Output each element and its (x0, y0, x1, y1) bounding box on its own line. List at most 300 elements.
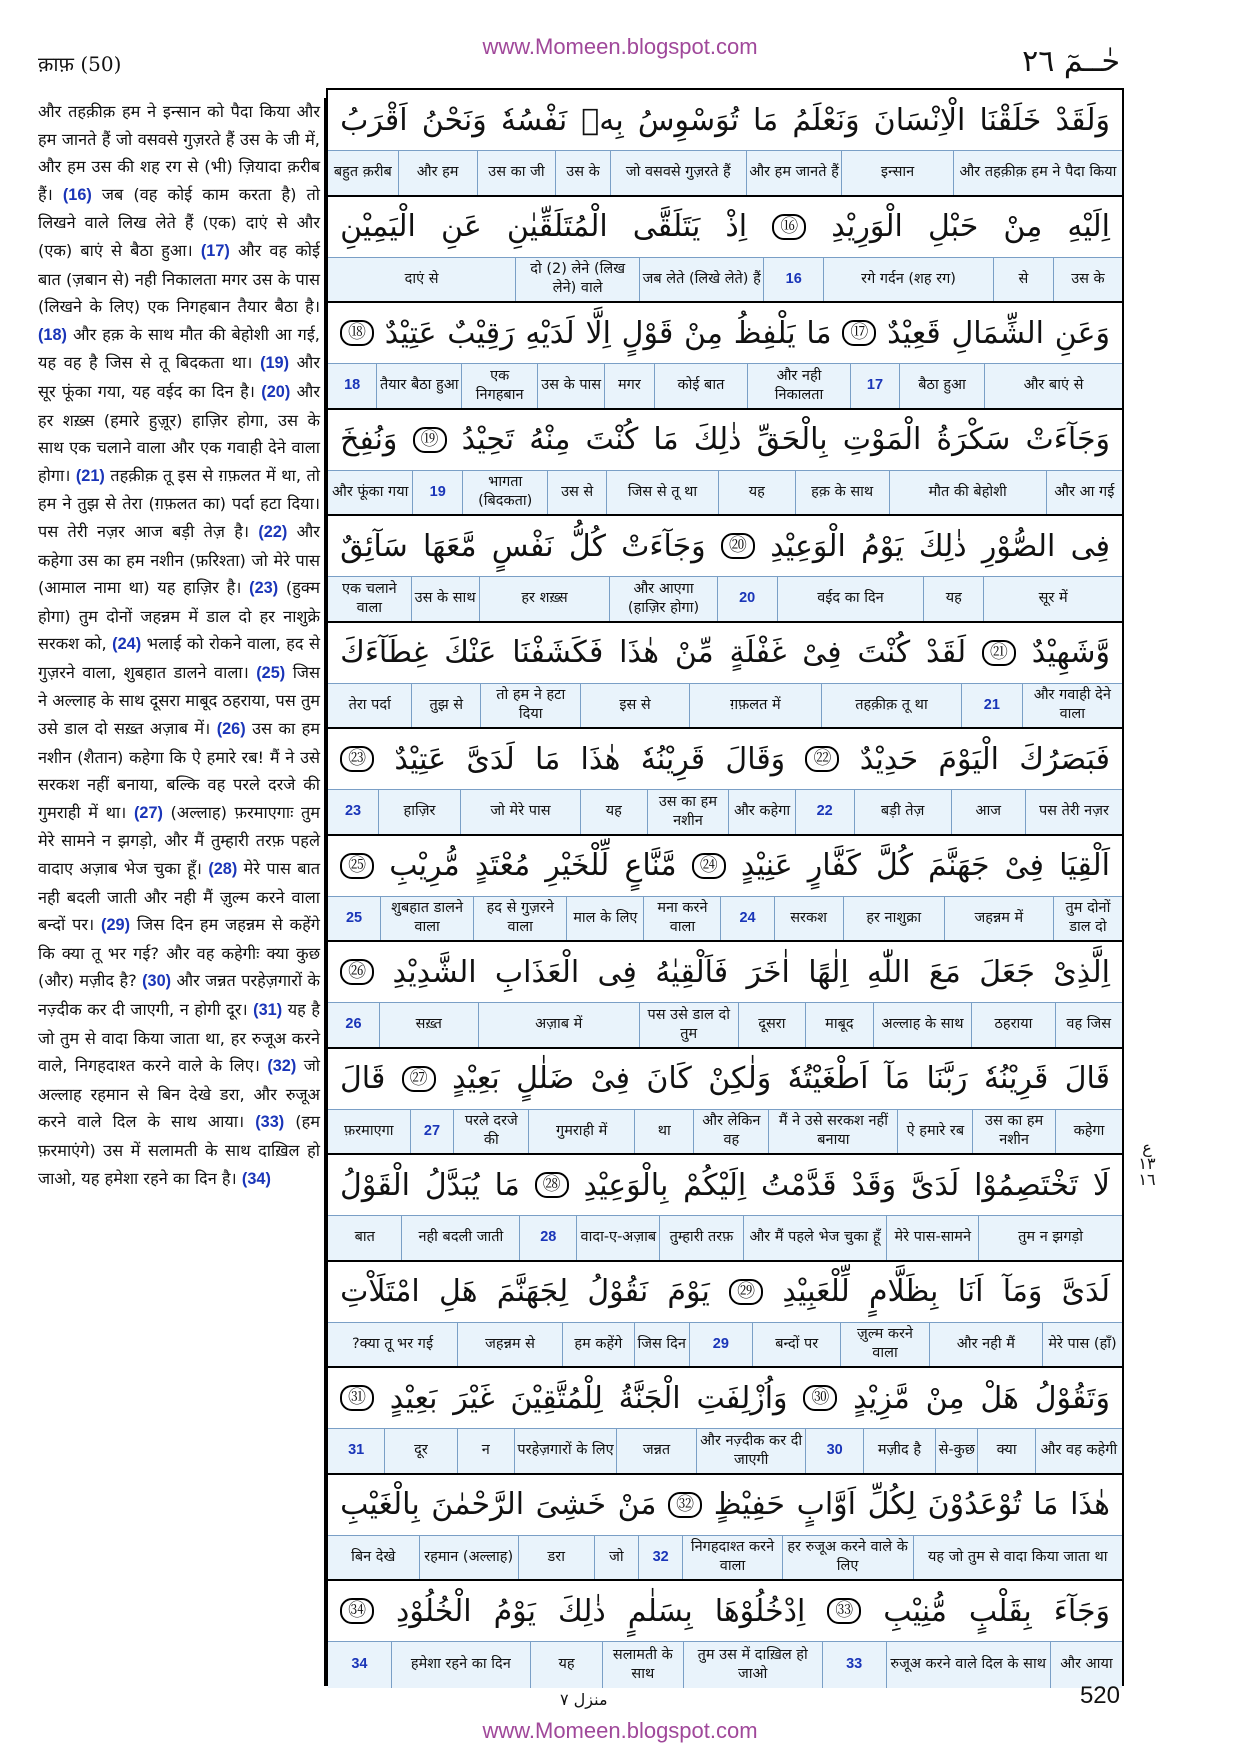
gloss-cell: इस से (580, 684, 688, 728)
gloss-verse-number: 26 (345, 1016, 362, 1033)
verse-number: (32) (267, 1057, 297, 1076)
arabic-line (328, 410, 1122, 470)
arabic-word: فَاَلْقِيٰهُ (655, 954, 729, 990)
ayah-marker: ㉑ (982, 640, 1016, 666)
arabic-word: اَطْغَيْتُهٗ (787, 1061, 869, 1096)
verse-number: (22) (258, 522, 288, 541)
arabic-word: وَنَحْنُ (421, 102, 487, 138)
arabic-word: مُعْتَدٍ (474, 848, 531, 883)
ayah-marker: ㉕ (340, 853, 374, 879)
verse-text: और जन्नत परहेज़गारों के नज़्दीक कर दी जाएगी, न होगी दूर। (38, 971, 320, 1019)
arabic-word: تَخْتَصِمُوْا (974, 1167, 1079, 1203)
arabic-word: غَفْلَةٍ (729, 635, 787, 670)
verse-line-block (328, 197, 1122, 304)
arabic-word: خَشِىَ (535, 1487, 606, 1522)
arabic-word: مِنْ (1003, 209, 1043, 244)
arabic-word: قَالَ (1064, 1061, 1110, 1096)
arabic-word: مَا (494, 1167, 520, 1203)
gloss-verse-number: 22 (795, 790, 854, 834)
gloss-row (328, 789, 1122, 834)
gloss-cell: और वह कहेगी (1035, 1429, 1122, 1473)
arabic-word: حَبْلِ (927, 209, 979, 244)
gloss-cell: डरा (518, 1536, 594, 1580)
arabic-word: حَفِيْظٍ (713, 1487, 785, 1522)
gloss-cell: मेरे पास (हाँ) (1042, 1323, 1122, 1367)
gloss-cell: और आ गई (1046, 471, 1122, 515)
verse-number: (19) (260, 354, 290, 373)
arabic-word: يَوْمَ (667, 1274, 710, 1309)
ayah-marker: ㉗ (402, 1066, 436, 1092)
arabic-word: كُلَّ (875, 848, 913, 883)
ayah-marker: ㉝ (827, 1598, 861, 1624)
arabic-word: الرَّحْمٰنَ (431, 1487, 525, 1522)
verse-number: (30) (142, 972, 172, 991)
arabic-word: تَحِيْدُ (461, 422, 515, 457)
arabic-line (328, 623, 1122, 683)
gloss-verse-number: 30 (805, 1429, 862, 1473)
arabic-word: اِذْ (725, 209, 748, 244)
gloss-cell: न (457, 1429, 514, 1473)
verse-line-block (328, 942, 1122, 1049)
gloss-cell: अल्लाह के साथ (873, 1003, 972, 1047)
arabic-word: مَا (753, 102, 779, 138)
site-url-bottom[interactable]: www.Momeen.blogspot.com (482, 1718, 758, 1743)
arabic-word: مَّعَهَا (423, 528, 477, 564)
arabic-word: مُّنِيْبِ (883, 1593, 947, 1629)
arabic-word: رَبَّنَا (926, 1061, 968, 1096)
site-url-top[interactable]: www.Momeen.blogspot.com (482, 34, 758, 59)
arabic-line (328, 729, 1122, 789)
ayah-marker: ㉞ (340, 1598, 374, 1624)
gloss-row (328, 683, 1122, 728)
gloss-cell: बहुत क़रीब (333, 164, 392, 181)
arabic-word: الْخُلُوْدِ (396, 1593, 472, 1629)
gloss-cell: परले दरजे की (453, 1110, 528, 1154)
arabic-line (328, 1262, 1122, 1322)
gloss-cell: उस के (555, 151, 609, 195)
gloss-cell: जो मेरे पास (460, 790, 580, 834)
gloss-cell: बैठा हुआ (899, 364, 984, 408)
arabic-word: فِىْ (590, 1061, 630, 1096)
arabic-word: قَدَّمْتُ (761, 1167, 837, 1203)
arabic-word: امْتَلَاْتِ (340, 1274, 420, 1309)
gloss-cell: शुबहात डालने वाला (380, 897, 473, 941)
gloss-cell: जो (594, 1536, 638, 1580)
arabic-word: اَلْقِيَا (1059, 848, 1110, 883)
gloss-cell: और हम (398, 151, 477, 195)
arabic-word: لَدَىَّ (1061, 1274, 1110, 1309)
gloss-row (328, 363, 1122, 408)
arabic-line (328, 197, 1122, 257)
arabic-word: تُوَسْوِسُ (637, 102, 739, 138)
arabic-line (328, 836, 1122, 896)
arabic-word: الْمَوْتِ (842, 422, 922, 457)
arabic-word: جَعَلَ (979, 954, 1035, 990)
arabic-word: الْيَمِيْنِ (340, 209, 416, 244)
arabic-word: حَدِيْدٌ (859, 741, 919, 777)
gloss-verse-number: 24 (720, 897, 773, 941)
arabic-word: مُّرِيْبِ (389, 848, 460, 883)
gloss-verse-number: 28 (519, 1216, 576, 1260)
arabic-word: وَاُزْلِفَتِ (696, 1380, 788, 1416)
gloss-row (328, 150, 1122, 195)
gloss-cell: यह (718, 471, 794, 515)
arabic-word: اللّٰهِ (867, 954, 911, 990)
gloss-cell: वादा-ए-अज़ाब (576, 1216, 659, 1260)
verse-line-block (328, 836, 1122, 943)
juz-title: حٰــمٓ ٢٦ (1022, 44, 1120, 79)
arabic-word: الْقَوْلُ (340, 1167, 410, 1203)
arabic-word: قَوْلٍ (621, 315, 674, 351)
gloss-cell: और आएगा (हाज़िर होगा) (609, 577, 716, 621)
gloss-cell: और तहक़ीक़ हम ने पैदा किया (953, 151, 1122, 195)
arabic-word: بِالْحَقِّ (756, 422, 828, 457)
gloss-cell: उस का जी (477, 151, 556, 195)
verse-number: (31) (253, 1001, 283, 1019)
arabic-word: مِنْ (684, 315, 723, 351)
verse-number: (23) (249, 579, 279, 598)
gloss-cell: वईद का दिन (777, 577, 924, 621)
gloss-cell: जिस से तू था (606, 471, 718, 515)
ayah-marker: ⑯ (772, 214, 806, 240)
arabic-word: نَفْسُهٗ (500, 102, 568, 138)
ayah-marker: ⑰ (842, 320, 876, 346)
arabic-word: مَا (653, 422, 679, 457)
verse-number: (28) (208, 860, 238, 879)
arabic-word: سَكْرَةُ (936, 422, 1011, 457)
arabic-word: الشَّدِيْدِ (392, 954, 477, 990)
arabic-word: عَنْكَ (444, 635, 497, 670)
gloss-cell: गुमराही में (528, 1110, 634, 1154)
arabic-word: فِى (597, 954, 637, 990)
gloss-verse-number: 33 (822, 1642, 886, 1688)
arabic-word: الْيَوْمَ (938, 741, 1000, 777)
gloss-cell: आज (951, 790, 1025, 834)
gloss-cell: ग़फ़लत में (689, 684, 821, 728)
gloss-verse-number: 32 (638, 1536, 682, 1580)
arabic-word: يَلْفِظُ (733, 315, 796, 351)
verse-text: उस का हम नशीन (शैतान) कहेगा कि ऐ हमारे रब! मैं ने उसे सरकश नहीं बनाया, बल्कि वह परले दरजे की गुमराही में था। (38, 719, 320, 822)
gloss-cell: यह (580, 790, 646, 834)
gloss-cell: एक निगहबान (461, 364, 537, 408)
arabic-word: مَّزِيْدٍ (853, 1380, 910, 1416)
arabic-word: تُوْعَدُوْنَ (927, 1487, 1022, 1522)
arabic-word: مِنْ (925, 1380, 965, 1416)
gloss-row (328, 1322, 1122, 1367)
arabic-word: مَا (806, 315, 832, 351)
arabic-word: خَلَقْنَا (979, 102, 1042, 138)
gloss-cell: और बाएं से (984, 364, 1122, 408)
gloss-cell: था (634, 1110, 693, 1154)
verse-line-block (328, 1049, 1122, 1156)
ayah-marker: ⑳ (721, 533, 755, 559)
verse-line-block (328, 1368, 1122, 1475)
manzil-label: منزل ٧ (560, 1690, 608, 1709)
gloss-cell: जहन्नम से (457, 1323, 562, 1367)
gloss-cell: पस उसे डाल दो तुम (639, 1003, 738, 1047)
gloss-cell: निगहदाश्त करने वाला (682, 1536, 781, 1580)
arabic-word: الْاِنْسَانَ (873, 102, 966, 138)
gloss-cell: और गवाही देने वाला (1022, 684, 1122, 728)
gloss-cell: और फूंका गया (332, 483, 409, 500)
gloss-cell: पस तेरी नज़र (1025, 790, 1122, 834)
arabic-word: اِلَّا (585, 315, 611, 351)
ayah-marker: ㉓ (340, 746, 374, 772)
gloss-verse-number: 31 (348, 1442, 365, 1459)
arabic-word: جَهَنَّمَ (928, 848, 990, 883)
verse-number: (34) (241, 1169, 271, 1188)
arabic-word: فَكَشَفْنَا (512, 635, 604, 670)
arabic-word: يَتَلَقَّى (632, 209, 701, 244)
arabic-word: وَعَنِ (1054, 315, 1110, 351)
verse-number: (24) (112, 635, 142, 654)
gloss-cell: तेरा पर्दा (348, 696, 391, 713)
arabic-word: الْجَنَّةُ (618, 1380, 681, 1416)
verse-number: (20) (261, 382, 291, 401)
arabic-word: لِكُلِّ (867, 1487, 917, 1522)
arabic-word: نَفْسٍ (491, 528, 554, 564)
gloss-cell: जब लेते (लिखे लेते) हैं (639, 258, 763, 302)
arabic-word: ضَلٰلٍ (516, 1061, 575, 1096)
gloss-cell: भागता (बिदकता) (462, 471, 547, 515)
arabic-word: هٰذَا (619, 635, 660, 670)
arabic-word: مَا (1033, 1487, 1059, 1522)
gloss-cell: उस का हम नशीन (972, 1110, 1055, 1154)
gloss-cell: वह जिस (1055, 1003, 1123, 1047)
arabic-word: رَقِيْبٌ (447, 315, 515, 351)
arabic-word: وَجَآءَتْ (621, 528, 706, 564)
gloss-cell: सरकश (774, 897, 843, 941)
arabic-word: مَّنَّاعٍ (624, 848, 677, 883)
gloss-verse-number: 34 (351, 1656, 368, 1673)
gloss-verse-number: 25 (345, 909, 363, 926)
arabic-word: بِقَلْبٍ (968, 1593, 1032, 1629)
ayah-marker: ㉔ (692, 853, 726, 879)
ayah-marker: ㉖ (340, 959, 374, 985)
arabic-line (328, 1049, 1122, 1109)
gloss-cell: जो वसवसे गुज़रते हैं (610, 151, 746, 195)
gloss-cell: दूसरा (738, 1003, 806, 1047)
gloss-row (328, 1002, 1122, 1047)
gloss-cell: क्या (977, 1429, 1034, 1473)
gloss-verse-number: 23 (344, 803, 362, 820)
arabic-line (328, 90, 1122, 150)
gloss-cell: बड़ी तेज़ (854, 790, 951, 834)
arabic-word: اٰخَرَ (746, 954, 790, 990)
arabic-word: الصُّوْرِ (981, 528, 1056, 564)
arabic-line (328, 1475, 1122, 1535)
arabic-word: لَا (1092, 1167, 1110, 1203)
arabic-word: فِىْ (802, 635, 842, 670)
gloss-cell: तुम न झगड़ो (978, 1216, 1122, 1260)
verse-text: भलाई को रोकने वाला, हद से गुज़रने वाला, शुबहात डालने वाला। (38, 634, 320, 682)
gloss-cell: तहक़ीक़ तू था (821, 684, 961, 728)
gloss-cell: तुम्हारी तरफ़ (659, 1216, 742, 1260)
gloss-cell: माबूद (805, 1003, 873, 1047)
gloss-cell: और नज़्दीक कर दी जाएगी (696, 1429, 806, 1473)
arabic-word: ذٰلِكَ (693, 422, 742, 457)
verse-line-block (328, 90, 1122, 197)
arabic-word: لِلْمُتَّقِيْنَ (510, 1380, 603, 1416)
arabic-word: وَقَدْ (851, 1167, 897, 1203)
gloss-cell: हद से गुज़रने वाला (473, 897, 566, 941)
arabic-word: كُنْتَ (857, 635, 911, 670)
gloss-cell: सख़्त (379, 1003, 478, 1047)
arabic-word: مَنْ (617, 1487, 657, 1522)
translation-verse (38, 325, 320, 373)
gloss-cell: मैं ने उसे सरकश नहीं बनाया (768, 1110, 897, 1154)
gloss-cell: उस के पास (537, 364, 604, 408)
verse-line-block (328, 516, 1122, 623)
gloss-cell: उस से (547, 471, 606, 515)
ayah-marker: ㉒ (805, 746, 839, 772)
gloss-cell: और हम जानते हैं (746, 151, 841, 195)
arabic-word: اِلَيْهِ (1067, 209, 1110, 244)
verse-text: और सूर फूंका गया, यह वईद का दिन है। (38, 353, 320, 401)
arabic-line (328, 1155, 1122, 1215)
verse-text: तहक़ीक़ तू इस से ग़फ़लत में था, तो हम ने तुझ से तेरा (ग़फ़लत का) पर्दा हटा दिया। पस तेरी नज़र आज बड़ी तेज़ है। (38, 465, 320, 541)
arabic-word: ذٰلِكَ (918, 528, 967, 564)
arabic-word: مِنْهُ (529, 422, 571, 457)
gloss-cell: रहमान (अल्लाह) (419, 1536, 518, 1580)
ayah-marker: ㉜ (668, 1492, 702, 1518)
arabic-word: غَيْرَ (453, 1380, 495, 1416)
gloss-cell: बात (354, 1229, 375, 1246)
gloss-verse-number: 16 (763, 258, 823, 302)
verse-line-block (328, 1262, 1122, 1369)
gloss-cell: मना करने वाला (643, 897, 720, 941)
arabic-word: لَدَيْهِ (525, 315, 575, 351)
arabic-word: الْوَرِيْدِ (831, 209, 903, 244)
gloss-cell: और लेकिन वह (693, 1110, 768, 1154)
arabic-line (328, 1368, 1122, 1428)
arabic-word: لَدَىَّ (910, 1167, 960, 1203)
gloss-verse-number: 19 (412, 471, 462, 515)
arabic-word: وَجَآءَ (1053, 1593, 1110, 1629)
ayah-marker: ㉚ (803, 1385, 837, 1411)
arabic-word: بِهٖ (581, 102, 624, 138)
gloss-verse-number: 29 (689, 1323, 752, 1367)
verse-number: (33) (255, 1113, 285, 1132)
gloss-cell: बन्दों पर (752, 1323, 840, 1367)
arabic-word: بِالْغَيْبِ (340, 1487, 420, 1522)
gloss-row (328, 1641, 1122, 1688)
gloss-cell: ठहराया (971, 1003, 1054, 1047)
arabic-word: يَوْمُ (493, 1593, 537, 1629)
gloss-cell: इन्सान (841, 151, 953, 195)
gloss-cell: जिस दिन (634, 1323, 689, 1367)
verse-line-block (328, 303, 1122, 410)
arabic-word: وَّشَهِيْدٌ (1031, 635, 1110, 670)
arabic-word: كُنْتَ (585, 422, 639, 457)
arabic-word: وَمَآ (1002, 1274, 1043, 1309)
gloss-cell: कोई बात (654, 364, 748, 408)
gloss-cell: मेरे पास-सामने (886, 1216, 978, 1260)
verse-line-block (328, 623, 1122, 730)
verse-line-block (328, 410, 1122, 517)
gloss-cell: बिन देखे (351, 1548, 396, 1565)
ayah-marker: ⑲ (413, 427, 447, 453)
surah-title: क़ाफ़ (50) (38, 52, 122, 76)
verse-text: और हर शख़्स (हमारे हुज़ूर) हाज़िर होगा, उस के साथ एक चलाने वाला और एक गवाही देने वाला होगा। (38, 381, 320, 485)
arabic-word: هٰذَا (1070, 1487, 1110, 1522)
ruku-marker: ع ١٣ ١٦ (1138, 1138, 1156, 1189)
gloss-row (328, 1109, 1122, 1154)
arabic-word: نَقُوْلُ (587, 1274, 649, 1309)
arabic-line (328, 942, 1122, 1002)
gloss-cell: तैयार बैठा हुआ (376, 364, 461, 408)
arabic-word: بِالْوَعِيْدِ (583, 1167, 669, 1203)
arabic-word: وَنُفِخَ (340, 422, 398, 457)
verse-number: (16) (62, 185, 92, 204)
arabic-word: اَقْرَبُ (340, 102, 408, 138)
arabic-word: وَجَآءَتْ (1025, 422, 1110, 457)
translation-column (38, 98, 326, 1686)
gloss-row (328, 576, 1122, 621)
arabic-word: اِدْخُلُوْهَا (714, 1593, 806, 1629)
arabic-word: قَرِيْنُهٗ (983, 1061, 1049, 1096)
gloss-cell: उस का हम नशीन (647, 790, 729, 834)
gloss-cell: दूर (384, 1429, 456, 1473)
gloss-cell: हक़ के साथ (795, 471, 889, 515)
gloss-verse-number: 27 (410, 1110, 454, 1154)
gloss-verse-number: 17 (850, 364, 899, 408)
verse-text: (हुक्म होगा) तुम दोनों जहन्नम में डाल दो हर नाशुक्रे सरकश को, (38, 578, 320, 654)
verse-text: और हक़ के साथ मौत की बेहोशी आ गई, यह वह है जिस से तू बिदकता था। (38, 324, 320, 373)
gloss-cell: नही बदली जाती (401, 1216, 519, 1260)
gloss-cell: मज़ीद है (863, 1429, 935, 1473)
gloss-cell: फ़रमाएगा (344, 1122, 394, 1139)
gloss-cell: सलामती के साथ (602, 1642, 683, 1688)
ayah-marker: ⑱ (340, 320, 374, 346)
gloss-cell: और आया (1050, 1642, 1122, 1688)
arabic-word: يُبَدَّلُ (424, 1167, 480, 1203)
gloss-cell: एक चलाने वाला (342, 580, 397, 616)
arabic-word: هَلْ (980, 1380, 1019, 1416)
page-number: 520 (1079, 1682, 1120, 1709)
gloss-cell: यह जो तुम से वादा किया जाता था (913, 1536, 1122, 1580)
arabic-word: فِى (1070, 528, 1110, 564)
gloss-cell: और नही मैं (929, 1323, 1042, 1367)
verse-number: (21) (75, 466, 105, 485)
verse-number: (26) (216, 720, 246, 739)
gloss-verse-number: 21 (961, 684, 1022, 728)
arabic-word: يَوْمُ (861, 528, 904, 564)
gloss-cell: जन्नत (616, 1429, 696, 1473)
gloss-cell: दाएं से (404, 270, 439, 287)
arabic-word: لَدَىَّ (466, 741, 515, 777)
arabic-word: وَلٰكِنْ (708, 1061, 772, 1096)
verse-line-block (328, 729, 1122, 836)
arabic-word: هٰذَا (580, 741, 621, 777)
gloss-cell: रगे गर्दन (शह रग) (823, 258, 993, 302)
gloss-cell: परहेज़गारों के लिए (514, 1429, 616, 1473)
gloss-row (328, 470, 1122, 515)
arabic-word: اَوَّابٍ (796, 1487, 856, 1522)
arabic-line (328, 1581, 1122, 1641)
arabic-word: وَنَعْلَمُ (792, 102, 860, 138)
arabic-word: اِلٰهًا (808, 954, 849, 990)
arabic-word: الْعَذَابِ (494, 954, 580, 990)
gloss-cell: से (993, 258, 1053, 302)
gloss-row (328, 1535, 1122, 1580)
arabic-word: بِظَلَّامٍ (868, 1274, 939, 1309)
arabic-word: قَعِيْدٌ (887, 315, 941, 351)
gloss-cell: उस के (1053, 258, 1122, 302)
gloss-cell: जहन्नम में (944, 897, 1053, 941)
ayah-marker: ㉘ (535, 1172, 569, 1198)
verse-text: और तहक़ीक़ हम ने इन्सान को पैदा किया और हम जानते हैं जो वसवसे गुज़रते हैं उस के जी में, और हम उस की शह रग से (भी) ज़ियादा क़रीब हैं। (38, 102, 320, 204)
